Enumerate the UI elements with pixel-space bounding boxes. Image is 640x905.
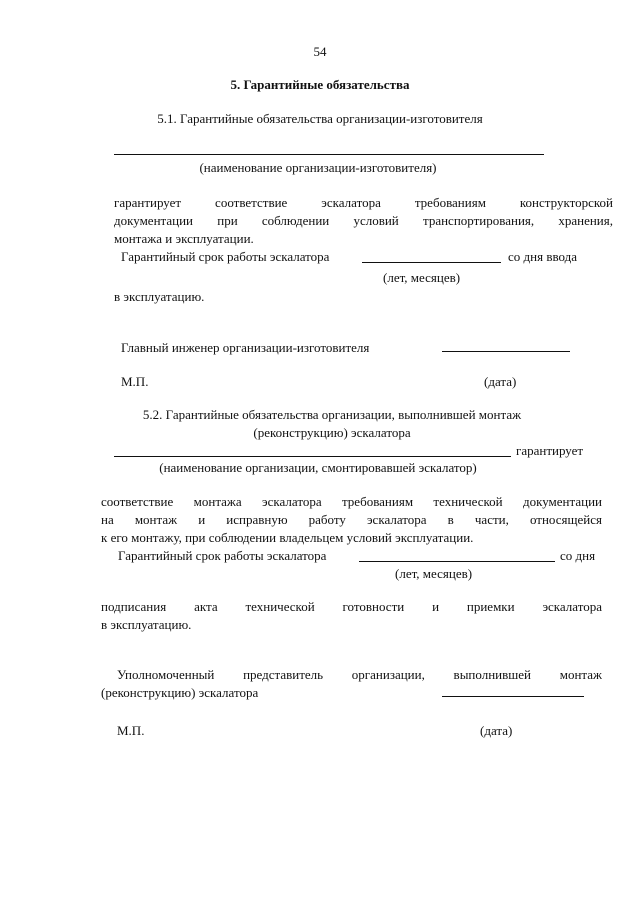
s52-term-suffix: со дня <box>560 548 596 563</box>
representative-label-line2: (реконструкцию) эскалатора <box>101 685 259 700</box>
s52-term-end-line1: подписания акта технической готовности и приемки эскалатора <box>101 599 602 614</box>
s52-para-line3: к его монтажу, при соблюдении владельцем условий эксплуатации. <box>101 530 474 545</box>
s52-stamp-label: М.П. <box>117 723 145 738</box>
s52-term-caption: (лет, месяцев) <box>395 566 473 581</box>
page-number: 54 <box>313 44 327 59</box>
s51-stamp-label: М.П. <box>121 374 149 389</box>
installer-name-caption: (наименование организации, смонтировавшей эскалатор) <box>159 460 477 475</box>
s52-date-caption: (дата) <box>480 723 513 738</box>
s51-para-line2: документации при соблюдении условий транспортирования, хранения, <box>114 213 613 228</box>
manufacturer-name-caption: (наименование организации-изготовителя) <box>199 160 437 175</box>
s52-term-blank <box>359 561 555 562</box>
s51-term-suffix: со дня ввода <box>508 249 578 264</box>
s51-term-blank <box>362 262 501 263</box>
s51-term-end: в эксплуатацию. <box>114 289 205 304</box>
section-5-2-heading-line2: (реконструкцию) эскалатора <box>253 425 411 440</box>
s52-term-prefix: Гарантийный срок работы эскалатора <box>118 548 327 563</box>
representative-signature-blank <box>442 696 584 697</box>
chief-engineer-label: Главный инженер организации-изготовителя <box>121 340 370 355</box>
s52-para-line1: соответствие монтажа эскалатора требованиям технической документации <box>101 494 602 509</box>
installer-name-blank <box>114 456 511 457</box>
s52-para-line2: на монтаж и исправную работу эскалатора в части, относящейся <box>101 512 602 527</box>
section-5-1-heading: 5.1. Гарантийные обязательства организации-изготовителя <box>157 111 483 126</box>
s51-para-line1: гарантирует соответствие эскалатора требованиям конструкторской <box>114 195 613 210</box>
s51-term-prefix: Гарантийный срок работы эскалатора <box>121 249 330 264</box>
s52-term-end-line2: в эксплуатацию. <box>101 617 192 632</box>
s51-para-line3: монтажа и эксплуатации. <box>114 231 254 246</box>
s51-date-caption: (дата) <box>484 374 517 389</box>
manufacturer-name-blank <box>114 154 544 155</box>
representative-label-line1: Уполномоченный представитель организации, выполнившей монтаж <box>117 667 602 682</box>
section-5-2-heading-line1: 5.2. Гарантийные обязательства организации, выполнившей монтаж <box>142 407 522 422</box>
chief-engineer-signature-blank <box>442 351 570 352</box>
s51-term-caption: (лет, месяцев) <box>383 270 461 285</box>
s52-guarantees: гарантирует <box>516 443 584 458</box>
section-title: 5. Гарантийные обязательства <box>230 77 410 92</box>
